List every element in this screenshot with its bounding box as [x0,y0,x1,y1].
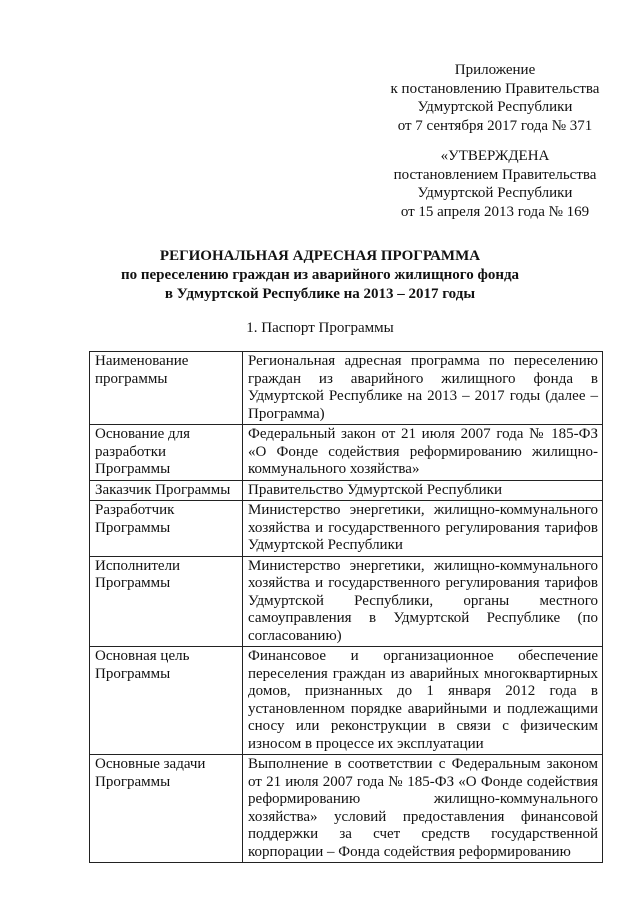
row-value: Федеральный закон от 21 июля 2007 года № 185-ФЗ «О Фонде содействия реформированию жилищно-коммунального хозяйства» [243,425,603,481]
row-label: Заказчик Программы [90,480,243,501]
row-value: Министерство энергетики, жилищно-коммунального хозяйства и государственного регулирования тарифов Удмуртской Республики, органы местного самоуправления в Удмуртской Республике (по согласованию) [243,556,603,647]
table-row [90,425,603,481]
title-line: в Удмуртской Республике на 2013 – 2017 годы [164,286,476,302]
row-value: Финансовое и организационное обеспечение переселения граждан из аварийных многоквартирных домов, признанных до 1 января 2012 года в установленном порядке аварийными и подлежащими сносу или реконструкции в связи с физическим износом в процессе их эксплуатации [243,647,603,755]
row-value: Региональная адресная программа по переселению граждан из аварийного жилищного фонда в Удмуртской Республике на 2013 – 2017 годы (далее – Программа) [243,352,603,425]
appendix-line: Приложение [454,62,536,78]
approval-line: Удмуртской Республики [417,185,573,201]
appendix-line: к постановлению Правительства [390,80,600,97]
approval-line: от 15 апреля 2013 года № 169 [400,203,590,220]
passport-table [89,351,603,863]
title-line: РЕГИОНАЛЬНАЯ АДРЕСНАЯ ПРОГРАММА [159,248,481,264]
section-heading: 1. Паспорт Программы [246,320,394,336]
appendix-line: Удмуртской Республики [417,99,573,115]
row-value: Правительство Удмуртской Республики [243,480,603,501]
row-label: Основная цель Программы [90,647,243,755]
table-row [90,755,603,863]
approval-line: «УТВЕРЖДЕНА [440,148,550,164]
table-row [90,480,603,501]
approval-line: постановлением Правительства [393,166,597,183]
table-row [90,501,603,557]
document-title [60,247,580,304]
table-row [90,556,603,647]
approval-header [380,147,610,221]
table-row [90,352,603,425]
table-row [90,647,603,755]
row-label: Исполнители Программы [90,556,243,647]
row-label: Основание для разработки Программы [90,425,243,481]
appendix-header [380,61,610,135]
row-label: Разработчик Программы [90,501,243,557]
row-value: Министерство энергетики, жилищно-коммунального хозяйства и государственного регулирования тарифов Удмуртской Республики [243,501,603,557]
row-value: Выполнение в соответствии с Федеральным законом от 21 июля 2007 года № 185-ФЗ «О Фонде содействия реформированию жилищно-коммунального хозяйства» условий предоставления финансовой поддержки за счет средств государственной корпорации – Фонда содействия реформированию [243,755,603,863]
title-line: по переселению граждан из аварийного жилищного фонда [120,267,520,283]
appendix-line: от 7 сентября 2017 года № 371 [397,117,593,134]
row-label: Наименование программы [90,352,243,425]
row-label: Основные задачи Программы [90,755,243,863]
